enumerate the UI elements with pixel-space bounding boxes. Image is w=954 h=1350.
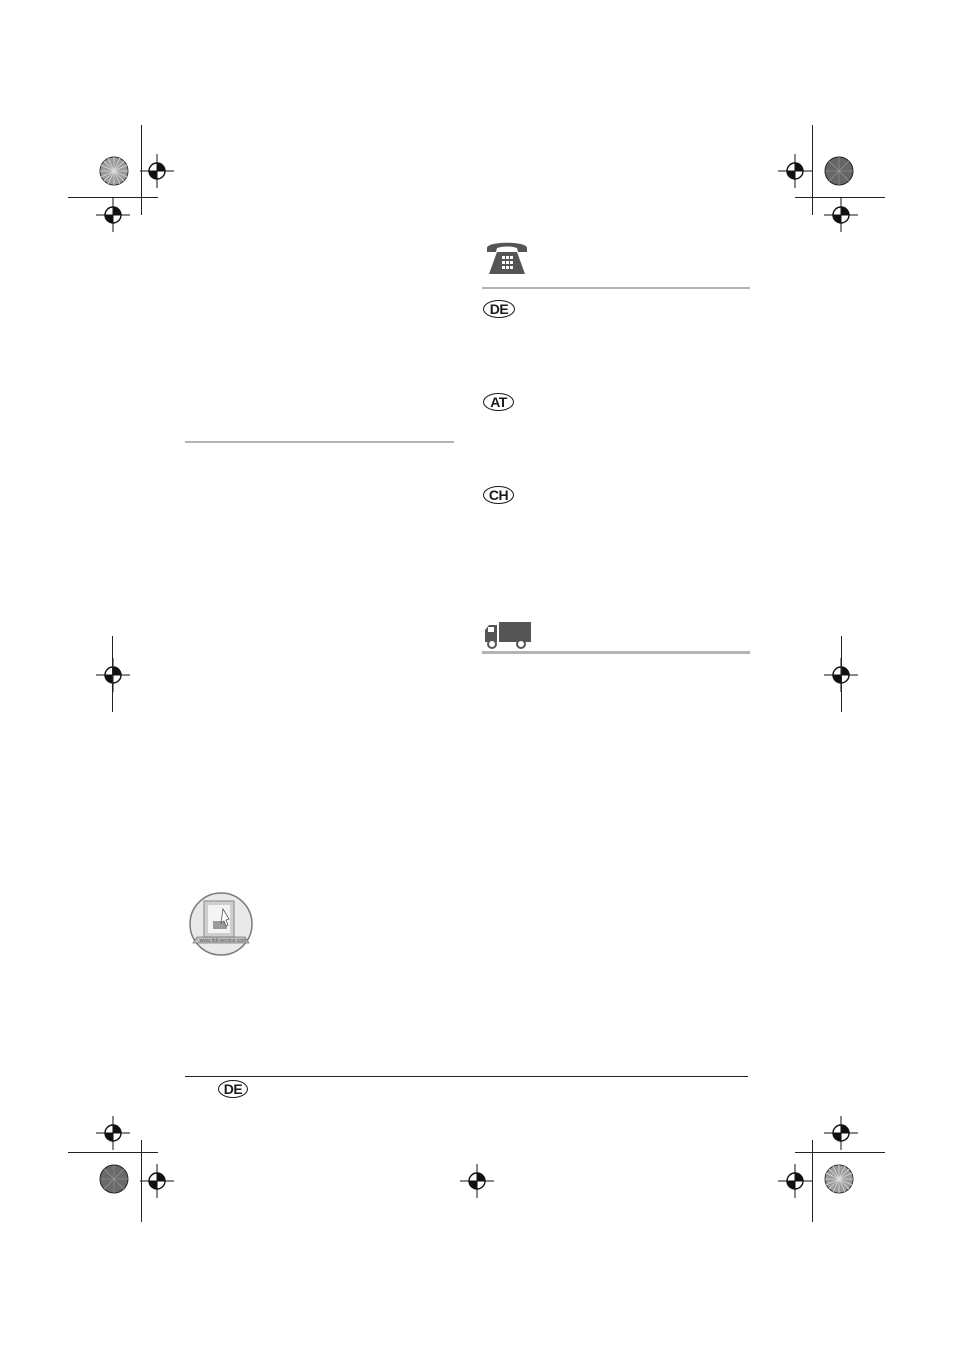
crosshair-mark: [824, 198, 858, 232]
crop-line: [68, 197, 158, 198]
online-service-laptop-icon: [187, 891, 255, 957]
color-rosette-mark: [824, 1164, 854, 1194]
crosshair-mark: [778, 154, 812, 188]
crop-line: [795, 197, 885, 198]
crosshair-mark: [96, 1116, 130, 1150]
country-badge-de: DE: [483, 300, 515, 318]
crosshair-mark: [140, 154, 174, 188]
crosshair-mark: [824, 1116, 858, 1150]
language-badge: DE: [218, 1080, 248, 1098]
crosshair-mark: [778, 1164, 812, 1198]
section-divider: [482, 287, 750, 289]
footer-rule: [185, 1076, 748, 1077]
crosshair-mark: [460, 1164, 494, 1198]
crop-line: [795, 1152, 885, 1153]
telephone-icon: [483, 238, 531, 278]
online-service-url: www.lidl-service.com: [199, 938, 247, 944]
country-badge-at: AT: [483, 393, 514, 411]
crop-line: [812, 125, 813, 215]
country-badge-ch: CH: [483, 486, 514, 504]
section-divider: [482, 651, 750, 654]
color-rosette-mark: [99, 156, 129, 186]
section-divider: [185, 441, 454, 443]
crop-line: [841, 636, 842, 712]
color-rosette-mark: [824, 156, 854, 186]
crosshair-mark: [96, 198, 130, 232]
crop-line: [112, 636, 113, 712]
crop-line: [141, 125, 142, 215]
color-rosette-mark: [99, 1164, 129, 1194]
crosshair-mark: [140, 1164, 174, 1198]
crop-line: [68, 1152, 158, 1153]
crosshair-mark: [96, 658, 130, 692]
truck-icon: [483, 620, 533, 650]
